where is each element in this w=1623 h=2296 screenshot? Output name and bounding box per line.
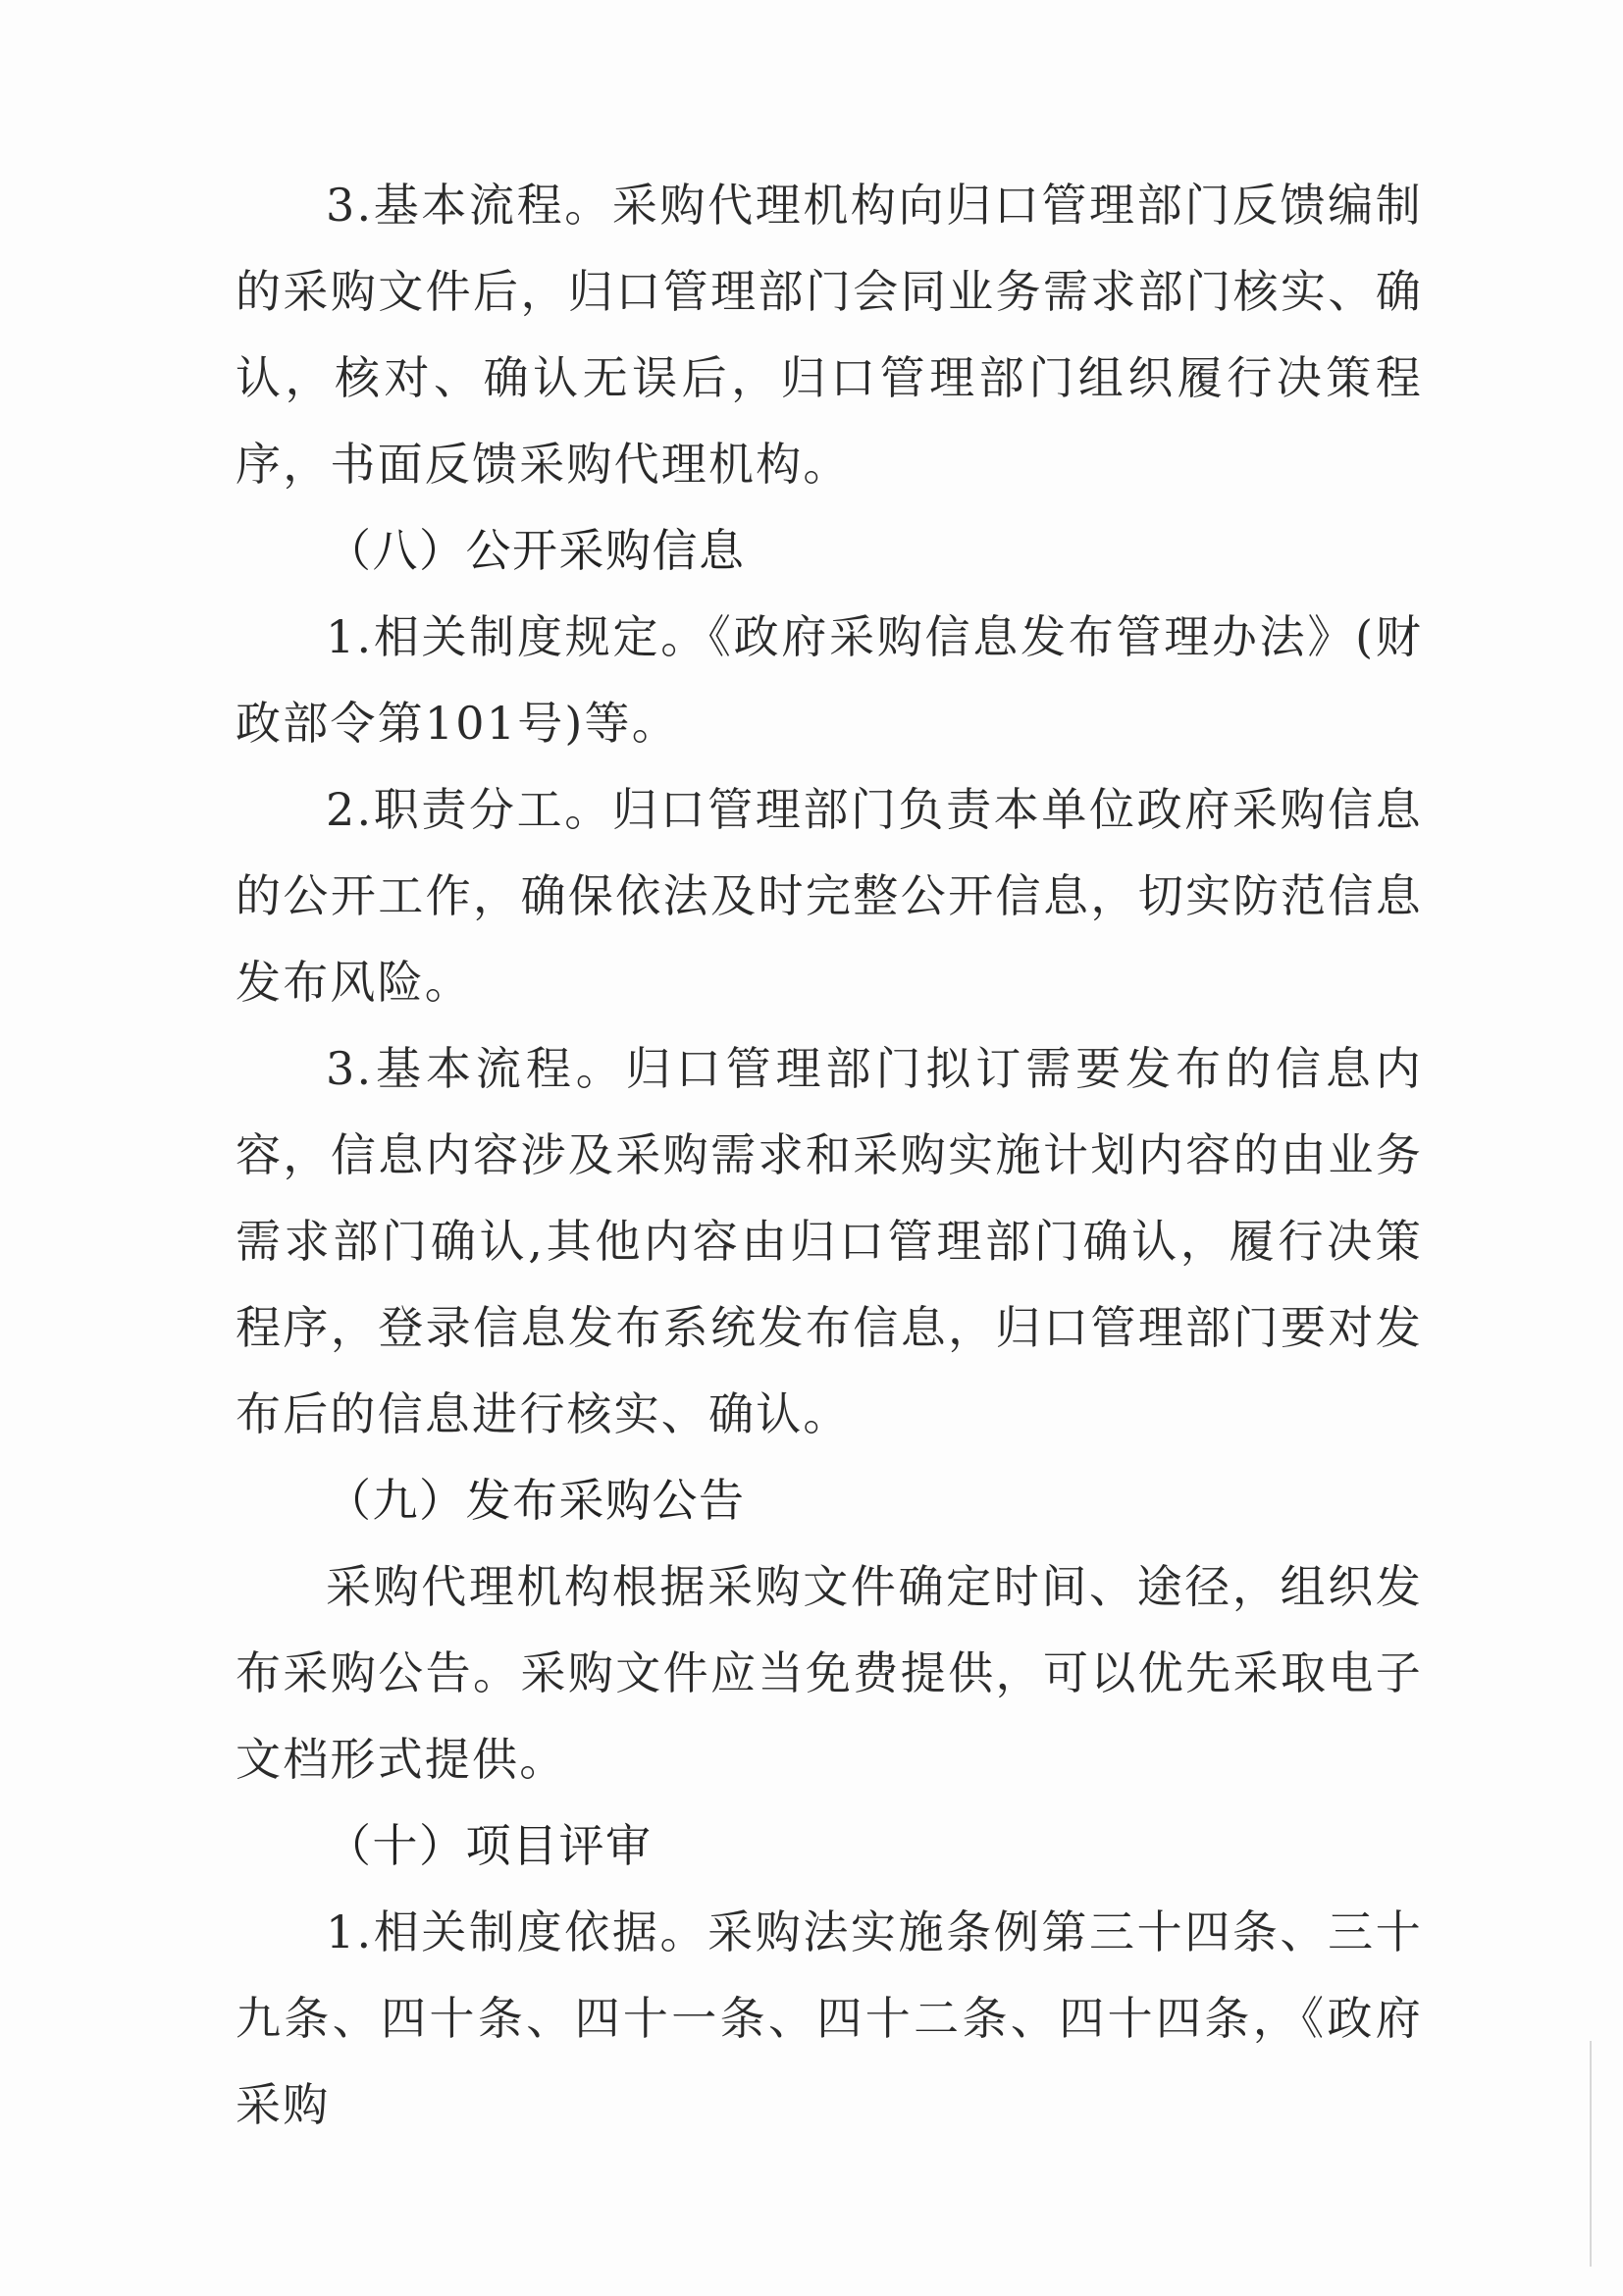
section-heading-10: （十）项目评审 <box>326 1819 653 1872</box>
document-body <box>236 162 1423 2148</box>
paragraph-review-basis: 1.相关制度依据。采购法实施条例第三十四条、三十九条、四十条、四十一条、四十二条、四十四条，《政府采购 <box>236 1905 1423 2131</box>
paragraph-responsibilities: 2.职责分工。归口管理部门负责本单位政府采购信息的公开工作，确保依法及时完整公开信息，切实防范信息发布风险。 <box>236 783 1423 1009</box>
scan-edge-line <box>1590 2041 1592 2267</box>
paragraph-regulations: 1.相关制度规定。《政府采购信息发布管理办法》(财政部令第101号)等。 <box>236 610 1423 750</box>
paragraph-basic-process-feedback: 3.基本流程。采购代理机构向归口管理部门反馈编制的采购文件后，归口管理部门会同业务需求部门核实、确认，核对、确认无误后，归口管理部门组织履行决策程序，书面反馈采购代理机构。 <box>236 179 1423 491</box>
section-heading-9: （九）发布采购公告 <box>326 1474 746 1527</box>
paragraph-basic-process-publish: 3.基本流程。归口管理部门拟订需要发布的信息内容，信息内容涉及采购需求和采购实施计划内容的由业务需求部门确认,其他内容由归口管理部门确认，履行决策程序，登录信息发布系统发布信息，归口管理部门要对发布后的信息进行核实、确认。 <box>236 1042 1423 1440</box>
section-heading-8: （八）公开采购信息 <box>326 524 746 577</box>
paragraph-announcement: 采购代理机构根据采购文件确定时间、途径，组织发布采购公告。采购文件应当免费提供，可以优先采取电子文档形式提供。 <box>236 1560 1423 1786</box>
